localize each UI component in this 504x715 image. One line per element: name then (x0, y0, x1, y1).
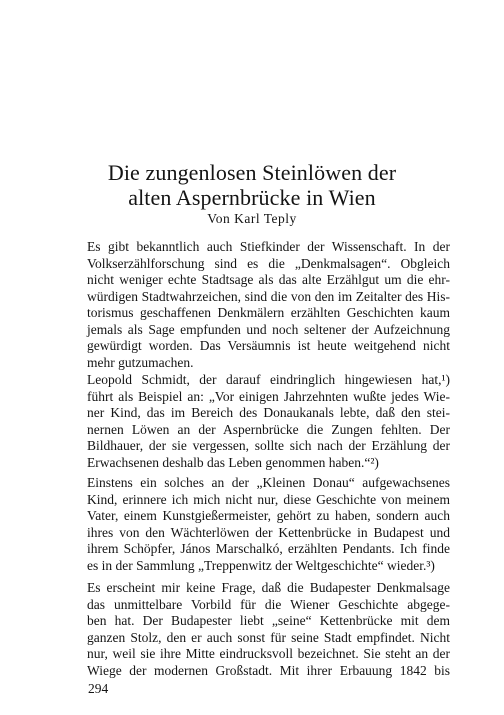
text-line: ganzen Stolz, den er auch sonst für seine Stadt empfindet. Nicht (87, 629, 450, 645)
text-line: mehr gutzumachen. (87, 354, 194, 370)
title-line-2: alten Aspernbrücke in Wien (128, 185, 376, 210)
text-line: würdigen Stadtwahrzeichen, sind die von den im Zeitalter des His- (87, 288, 450, 304)
paragraph-3 (87, 475, 450, 574)
paragraph-4 (87, 580, 450, 679)
text-line: ben hat. Der Budapester liebt „seine“ Kettenbrücke mit dem (87, 613, 450, 628)
text-line: nernen Löwen an der Aspernbrücke die Zungen fehlten. Der (87, 421, 450, 437)
article-title (0, 160, 504, 210)
text-line: führt als Beispiel an: „Vor einigen Jahrzehnten wußte jedes Wie- (87, 388, 450, 404)
text-line: Wiege der modernen Großstadt. Mit ihrer Erbauung 1842 bis (87, 662, 450, 678)
text-line: das unmittelbare Vorbild für die Wiener Geschichte abgege- (87, 596, 450, 612)
paragraph-1 (87, 239, 450, 371)
text-line: Bildhauer, der sie vergessen, sollte sich nach der Erzählung der (87, 438, 450, 453)
text-line: gewürdigt worden. Das Versäumnis ist heute weitgehend nicht (87, 338, 450, 353)
title-line-1: Die zungenlosen Steinlöwen der (107, 160, 397, 185)
text-line: Vater, einem Kunstgießermeister, gehört zu haben, sondern auch (87, 508, 450, 523)
text-line: nicht weniger echte Stadtsage als das alte Erzählgut um die ehr- (87, 272, 450, 287)
text-line: jemals als Sage empfunden und noch seltener der Aufzeichnung (87, 321, 450, 337)
text-line: Volkserzählforschung sind es die „Denkmalsagen“. Obgleich (87, 255, 450, 271)
text-line: Einstens ein solches an der „Kleinen Donau“ aufgewachsenes (87, 475, 450, 490)
text-line: nur, weil sie ihre Mitte eindrucksvoll bezeichnet. Sie steht an der (87, 646, 450, 661)
text-line: ihres von den Wächterlöwen der Kettenbrücke in Budapest und (87, 524, 450, 540)
text-line: Kind, erinnere ich mich nicht nur, diese Geschichte von meinem (87, 491, 450, 507)
text-line: Es gibt bekanntlich auch Stiefkinder der Wissenschaft. In der (87, 239, 450, 254)
text-line: ihrem Schöpfer, János Marschalkó, erzählten Pendants. Ich finde (87, 541, 450, 556)
paragraph-2 (87, 372, 450, 471)
page-number: 294 (88, 681, 109, 696)
author-byline: Von Karl Teply (207, 211, 297, 226)
text-line: Es erscheint mir keine Frage, daß die Budapester Denkmalsage (87, 580, 450, 595)
text-line: Leopold Schmidt, der darauf eindringlich hingewiesen hat,¹) (87, 372, 450, 387)
text-line: Erwachsenen deshalb das Leben genommen haben.“²) (87, 454, 379, 470)
text-line: ner Kind, das im Bereich des Donaukanals lebte, daß den stei- (87, 405, 450, 420)
text-line: es in der Sammlung „Treppenwitz der Weltgeschichte“ wieder.³) (87, 557, 435, 573)
text-line: torismus geschaffenen Denkmälern erzählten Geschichten kaum (87, 305, 450, 320)
